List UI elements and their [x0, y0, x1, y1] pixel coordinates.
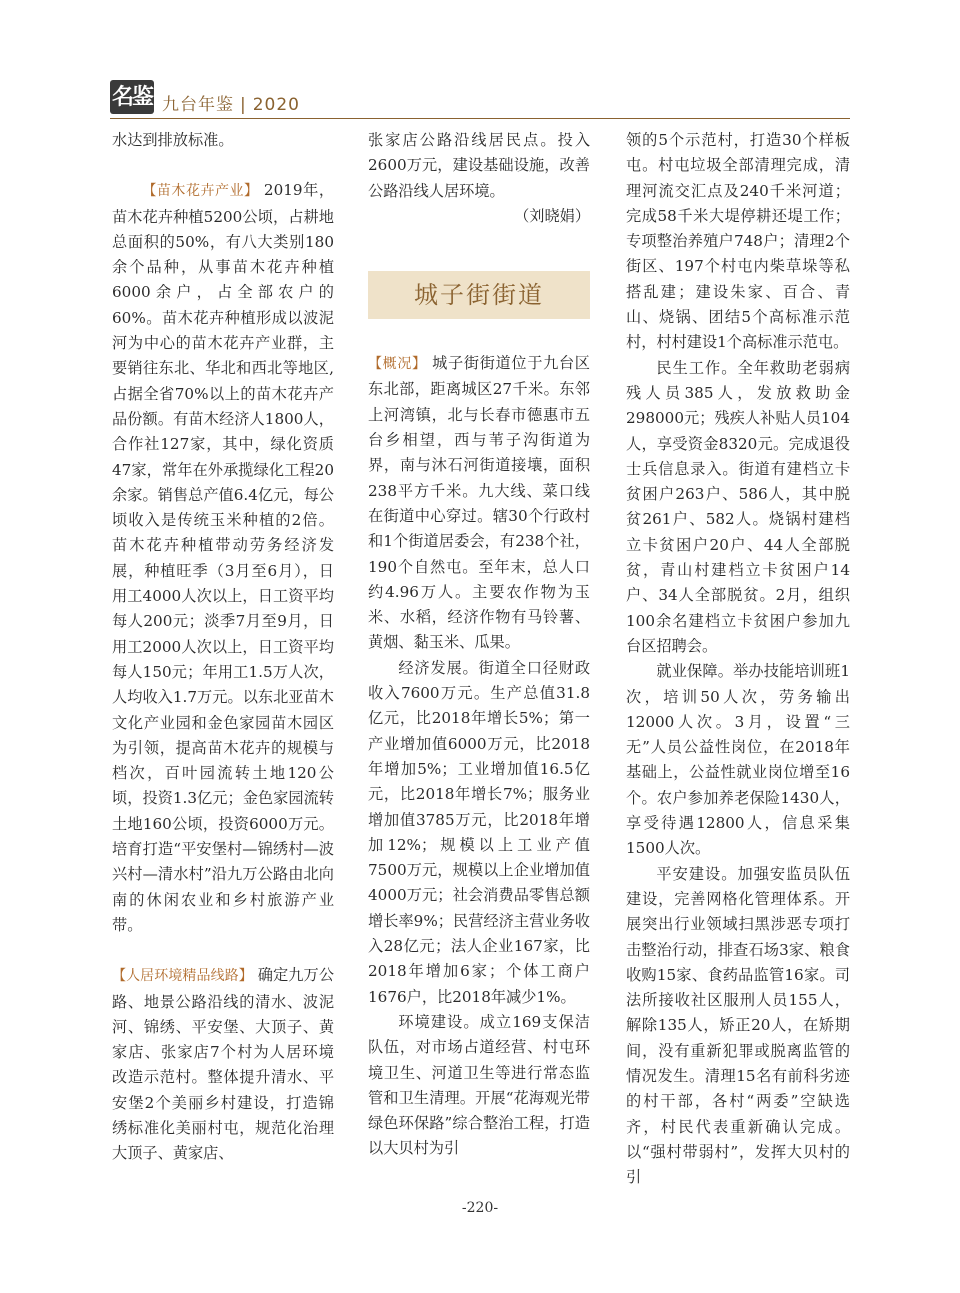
paragraph: 水达到排放标准。 — [112, 131, 234, 149]
paragraph-economy: 经济发展。街道全口径财政收入7600万元。生产总值31.8亿元，比2018年增长5%；第一产业增加值6000万元，比2018年增加5%；工业增加值16.5亿元，比2018年增长7%；服务业增加值3785万元，比2018年增加12%；规模以上工业产值7500万元，规模以上企业增加值4000万元；社会消费品零售总额增长率9%；民营经济主营业务收入28亿元；法人企业167家，比2018年增加6家；个体工商户1676户，比2018年减少1%。 — [368, 658, 590, 1006]
page-number: -220- — [461, 1200, 499, 1216]
book-title: 九台年鉴 — [162, 95, 234, 115]
header-title — [162, 90, 300, 115]
paragraph-text: 2019年，苗木花卉种植5200公顷，占耕地总面积的50%，有八大类别180余个品种，从事苗木花卉种植6000余户，占全部农户的60%。苗木花卉种植形成以波泥河为中心的苗木花卉产业群，主要销往东北、华北和西北等地区,占据全省70%以上的苗木花卉产品份额。有苗木经济人1800人，合作社127家，其中，绿化资质47家，常年在外承揽绿化工程20余家。销售总产值6.4亿元，每公顷收入是传统玉米种植的2倍。苗木花卉种植带动劳务经济发展，种植旺季（3月至6月），日用工4000人次以上，日工资平均每人200元；淡季7月至9月，日用工2000人次以上，日工资平均每人150元；年用工1.5万人次，人均收入1.7万元。以东北亚苗木文化产业园和金色家园苗木园区为引领，提高苗木花卉的规模与档次，百叶园流转土地120公顷，投资1.3亿元；金色家园流转土地160公顷，投资6000万元。培育打造“平安堡村—锦绣村—波兴村—清水村”沿九万公路由北向南的休闲农业和乡村旅游产业带。 — [112, 181, 335, 934]
section-tag: 【人居环境精品线路】 — [112, 968, 253, 985]
book-year: 2020 — [252, 95, 300, 115]
paragraph-living-env — [112, 963, 334, 1166]
column-2 — [368, 128, 606, 1162]
paragraph-environment: 环境建设。成立169支保洁队伍，对市场占道经营、村屯环境卫生、河道卫生等进行常态监管和卫生清理。开展“花海观光带 绿色环保路”综合整治工程，打造以大贝村为引 — [368, 1012, 606, 1158]
paragraph-livelihood: 民生工作。全年救助老弱病残人员385人，发放救助金298000元；残疾人补贴人员104人，享受资金8320元。完成退役士兵信息录入。街道有建档立卡贫困户263户、586人，其中脱贫261户、582人。烧锅村建档立卡贫困户20户、44人全部脱贫，青山村建档立卡贫困户14户、34人全部脱贫。2月，组织100余名建档立卡贫困户参加九台区招聘会。 — [626, 358, 850, 655]
running-header — [110, 80, 850, 120]
section-heading: 城子街街道 — [368, 271, 590, 319]
column-3 — [626, 128, 850, 1190]
paragraph: 领的5个示范村，打造30个样板屯。村屯垃圾全部清理完成，清理河流交汇点及240千米河道；完成58千米大堤停耕还堤工作；专项整治养殖户748户；清理2个街区、197个村屯内柴草垛等私搭乱建；建设朱家、百合、青山、烧锅、团结5个高标准示范村，村村建设1个高标准示范屯。 — [626, 131, 850, 352]
paragraph-text: 确定九万公路、地景公路沿线的清水、波泥河、锦绣、平安堡、大顶子、黄家店、张家店7个村为人居环境改造示范村。整体提升清水、平安堡2个美丽乡村建设，打造锦绣标准化美丽村屯，规范化治理大顶子、黄家店、 — [112, 966, 335, 1163]
section-tag: 【概况】 — [368, 356, 427, 373]
paragraph-employment: 就业保障。举办技能培训班1次，培训50人次，劳务输出12000人次。3月，设置“三无”人员公益性岗位，在2018年基础上，公益性就业岗位增至16个。农户参加养老保险1430人，享受待遇12800人，信息采集1500人次。 — [626, 662, 850, 858]
paragraph-safety: 平安建设。加强安监员队伍建设，完善网格化管理体系。开展突出行业领域扫黑涉恶专项打击整治行动，排查石场3家、粮食收购15家、食药品监管16家。司法所接收社区服刑人员155人，解除135人，矫正20人，在矫期间，没有重新犯罪或脱离监管的情况发生。清理15名有前科劣迹的村干部，各村“两委”空缺选齐，村民代表重新确认完成。以“强村带弱村”，发挥大贝村的引 — [626, 864, 850, 1187]
header-rule — [110, 118, 850, 119]
author-signature: （刘晓娟） — [514, 206, 590, 225]
paragraph: 张家店公路沿线居民点。投入2600万元，建设基础设施，改善公路沿线人居环境。 — [368, 131, 590, 200]
paragraph-nursery — [112, 178, 334, 938]
section-tag: 【苗木花卉产业】 — [142, 183, 259, 200]
yearbook-logo: 名鉴 — [110, 80, 154, 114]
header-separator: | — [240, 95, 247, 115]
column-1 — [112, 128, 334, 1167]
paragraph-text: 城子街街道位于九台区东北部，距离城区27千米。东邻上河湾镇，北与长春市德惠市五台乡相望，西与苇子沟街道为界，南与沐石河街道接壤，面积238平方千米。九大线、菜口线在街道中心穿过。辖30个行政村和1个街道居委会，有238个社，190个自然屯。至年末，总人口约4.96万人。主要农作物为玉米、水稻，经济作物有马铃薯、黄烟、黏玉米、瓜果。 — [368, 354, 590, 652]
paragraph-overview — [368, 351, 590, 656]
